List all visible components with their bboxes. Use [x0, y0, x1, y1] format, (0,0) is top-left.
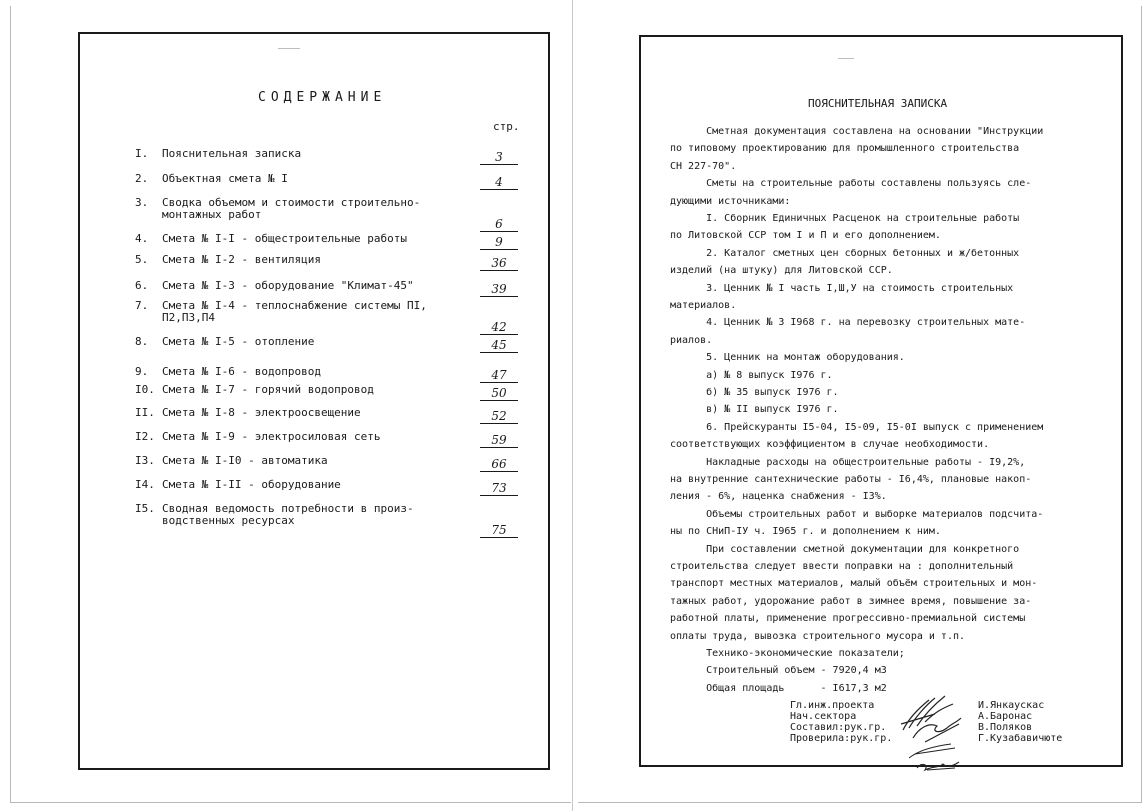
- toc-item-number: 3.: [135, 196, 149, 209]
- toc-item-page: 45: [480, 338, 518, 353]
- toc-item-page: 42: [480, 320, 518, 335]
- toc-item-number: I.: [135, 147, 149, 160]
- note-line: I. Сборник Единичных Расценок на строительные работы: [670, 213, 1020, 224]
- toc-item-text: Смета № I-5 - отопление: [162, 335, 315, 348]
- toc-item-number: I3.: [135, 454, 155, 467]
- toc-item-number: 7.: [135, 299, 149, 312]
- toc-item-number: 2.: [135, 172, 149, 185]
- signature-name: А.Баронас: [978, 711, 1033, 722]
- toc-item-page: 50: [480, 386, 518, 401]
- toc-item: [135, 197, 540, 235]
- toc-item-text: Смета № I-2 - вентиляция: [162, 253, 321, 266]
- note-line: При составлении сметной документации для конкретного: [670, 543, 1020, 555]
- toc-item-page: 73: [480, 481, 518, 496]
- note-line: 5. Ценник на монтаж оборудования.: [670, 352, 905, 364]
- toc-item: [135, 254, 540, 272]
- note-line: 4. Ценник № 3 I968 г. на перевозку строительных мате-: [670, 317, 1026, 329]
- toc-item-text: Смета № I-I - общестроительные работы: [162, 232, 408, 245]
- note-line: 3. Ценник № I часть I,Ш,У на стоимость строительных: [670, 282, 1014, 294]
- toc-page-column-header: стр.: [493, 120, 520, 133]
- toc-item: [135, 280, 540, 298]
- toc-item-number: I4.: [135, 478, 155, 491]
- toc-item-text: Пояснительная записка: [162, 147, 302, 160]
- toc-item-page: 3: [480, 150, 518, 165]
- note-line: 6. Прейскуранты I5-04, I5-09, I5-0I выпуск с применением: [670, 421, 1044, 433]
- toc-item-text: Смета № I-II - оборудование: [162, 478, 341, 491]
- signature-name: Г.Кузабавичюте: [978, 733, 1063, 744]
- note-line: по Литовской ССР том I и П и его дополнением.: [670, 230, 941, 242]
- signature-role: Нач.сектора: [790, 711, 857, 722]
- toc-item: [135, 300, 540, 338]
- toc-item-number: 6.: [135, 279, 149, 292]
- toc-item-text: Сводная ведомость потребности в произ- водственных ресурсах: [162, 502, 414, 527]
- note-line: Объемы строительных работ и выборке материалов подсчита-: [670, 508, 1044, 520]
- toc-item-text: Смета № I-7 - горячий водопровод: [162, 383, 374, 396]
- spread-divider: [572, 0, 573, 811]
- toc-item-page: 6: [480, 217, 518, 232]
- note-line: ны по СНиП-IУ ч. I965 г. и дополнением к ним.: [670, 526, 941, 538]
- left-page-top-mark: [278, 48, 300, 49]
- signature-name: В.Поляков: [978, 722, 1033, 733]
- note-title: ПОЯСНИТЕЛЬНАЯ ЗАПИСКА: [808, 97, 948, 110]
- note-line: 2. Каталог сметных цен сборных бетонных и ж/бетонных: [670, 247, 1020, 259]
- signature-role: Составил:рук.гр.: [790, 722, 887, 733]
- note-line: Общая площадь - I617,3 м2: [670, 682, 887, 694]
- toc-item-page: 39: [480, 282, 518, 297]
- toc-item: [135, 479, 540, 497]
- note-line: риалов.: [670, 334, 713, 346]
- note-line: дующими источниками:: [670, 195, 791, 207]
- note-line: а) № 8 выпуск I976 г.: [670, 369, 833, 381]
- note-line: работной платы, применение прогрессивно-премиальной системы: [670, 613, 1026, 625]
- note-line: транспорт местных материалов, малый объём строительных и мон-: [670, 578, 1038, 590]
- note-line: материалов.: [670, 300, 737, 311]
- toc-item-number: I5.: [135, 502, 155, 515]
- toc-item-page: 59: [480, 433, 518, 448]
- toc-item: [135, 407, 540, 425]
- toc-item: [135, 148, 540, 166]
- signature-role: Гл.инж.проекта: [790, 700, 875, 711]
- toc-item-number: 9.: [135, 365, 149, 378]
- note-line: в) № II выпуск I976 г.: [670, 404, 839, 416]
- note-line: Строительный объем - 7920,4 м3: [670, 665, 887, 677]
- note-line: оплаты труда, вывозка строительного мусора и т.п.: [670, 630, 966, 642]
- toc-item: [135, 173, 540, 191]
- toc-item-page: 4: [480, 175, 518, 190]
- toc-item-text: Смета № I-3 - оборудование "Климат-45": [162, 279, 414, 292]
- toc-item-text: Смета № I-I0 - автоматика: [162, 454, 328, 467]
- toc-item-number: II.: [135, 406, 155, 419]
- note-line: строительства следует ввести поправки на : дополнительный: [670, 561, 1014, 572]
- toc-item-number: 4.: [135, 232, 149, 245]
- note-line: Технико-экономические показатели;: [670, 648, 905, 659]
- signature-role: Проверила:рук.гр.: [790, 733, 893, 744]
- right-page-top-mark: [838, 58, 854, 59]
- toc-item-page: 52: [480, 409, 518, 424]
- toc-item-number: I2.: [135, 430, 155, 443]
- toc-title: СОДЕРЖАНИЕ: [258, 90, 387, 105]
- toc-item-number: 5.: [135, 253, 149, 266]
- toc-item-number: 8.: [135, 335, 149, 348]
- toc-item: [135, 431, 540, 449]
- toc-item-page: 75: [480, 523, 518, 538]
- toc-item: [135, 336, 540, 354]
- toc-item-page: 66: [480, 457, 518, 472]
- toc-item-page: 36: [480, 256, 518, 271]
- toc-item: [135, 503, 540, 541]
- note-line: Сметная документация составлена на основании "Инструкции: [670, 126, 1044, 137]
- toc-item-text: Объектная смета № I: [162, 172, 288, 185]
- note-line: на внутренние сантехнические работы - I6,4%, плановые накоп-: [670, 474, 1032, 485]
- toc-item-text: Сводка объемом и стоимости строительно- монтажных работ: [162, 196, 421, 221]
- note-line: б) № 35 выпуск I976 г.: [670, 387, 839, 398]
- toc-item: [135, 455, 540, 473]
- note-line: Сметы на строительные работы составлены пользуясь сле-: [670, 178, 1032, 190]
- signature-name: И.Янкаускас: [978, 700, 1045, 711]
- note-line: СН 227-70".: [670, 160, 737, 172]
- toc-item-page: 47: [480, 368, 518, 383]
- note-line: соответствующих коэффициентом в случае необходимости.: [670, 439, 990, 451]
- note-line: изделий (на штуку) для Литовской ССР.: [670, 265, 893, 277]
- toc-item: [135, 384, 540, 402]
- toc-item-number: I0.: [135, 383, 155, 396]
- toc-item-page: 9: [480, 235, 518, 250]
- note-line: тажных работ, удорожание работ в зимнее время, повышение за-: [670, 595, 1032, 607]
- handwritten-signatures: [895, 688, 975, 778]
- toc-item-text: Смета № I-8 - электроосвещение: [162, 406, 361, 419]
- toc-item: [135, 233, 540, 251]
- note-line: по типовому проектированию для промышленного строительства: [670, 143, 1020, 155]
- toc-item-text: Смета № I-6 - водопровод: [162, 365, 321, 378]
- note-line: Накладные расходы на общестроительные работы - I9,2%,: [670, 456, 1026, 468]
- toc-item: [135, 366, 540, 384]
- toc-item-text: Смета № I-4 - теплоснабжение системы ПI, П2,П3,П4: [162, 299, 427, 324]
- note-line: ления - 6%, наценка снабжения - I3%.: [670, 491, 887, 503]
- toc-item-text: Смета № I-9 - электросиловая сеть: [162, 430, 381, 443]
